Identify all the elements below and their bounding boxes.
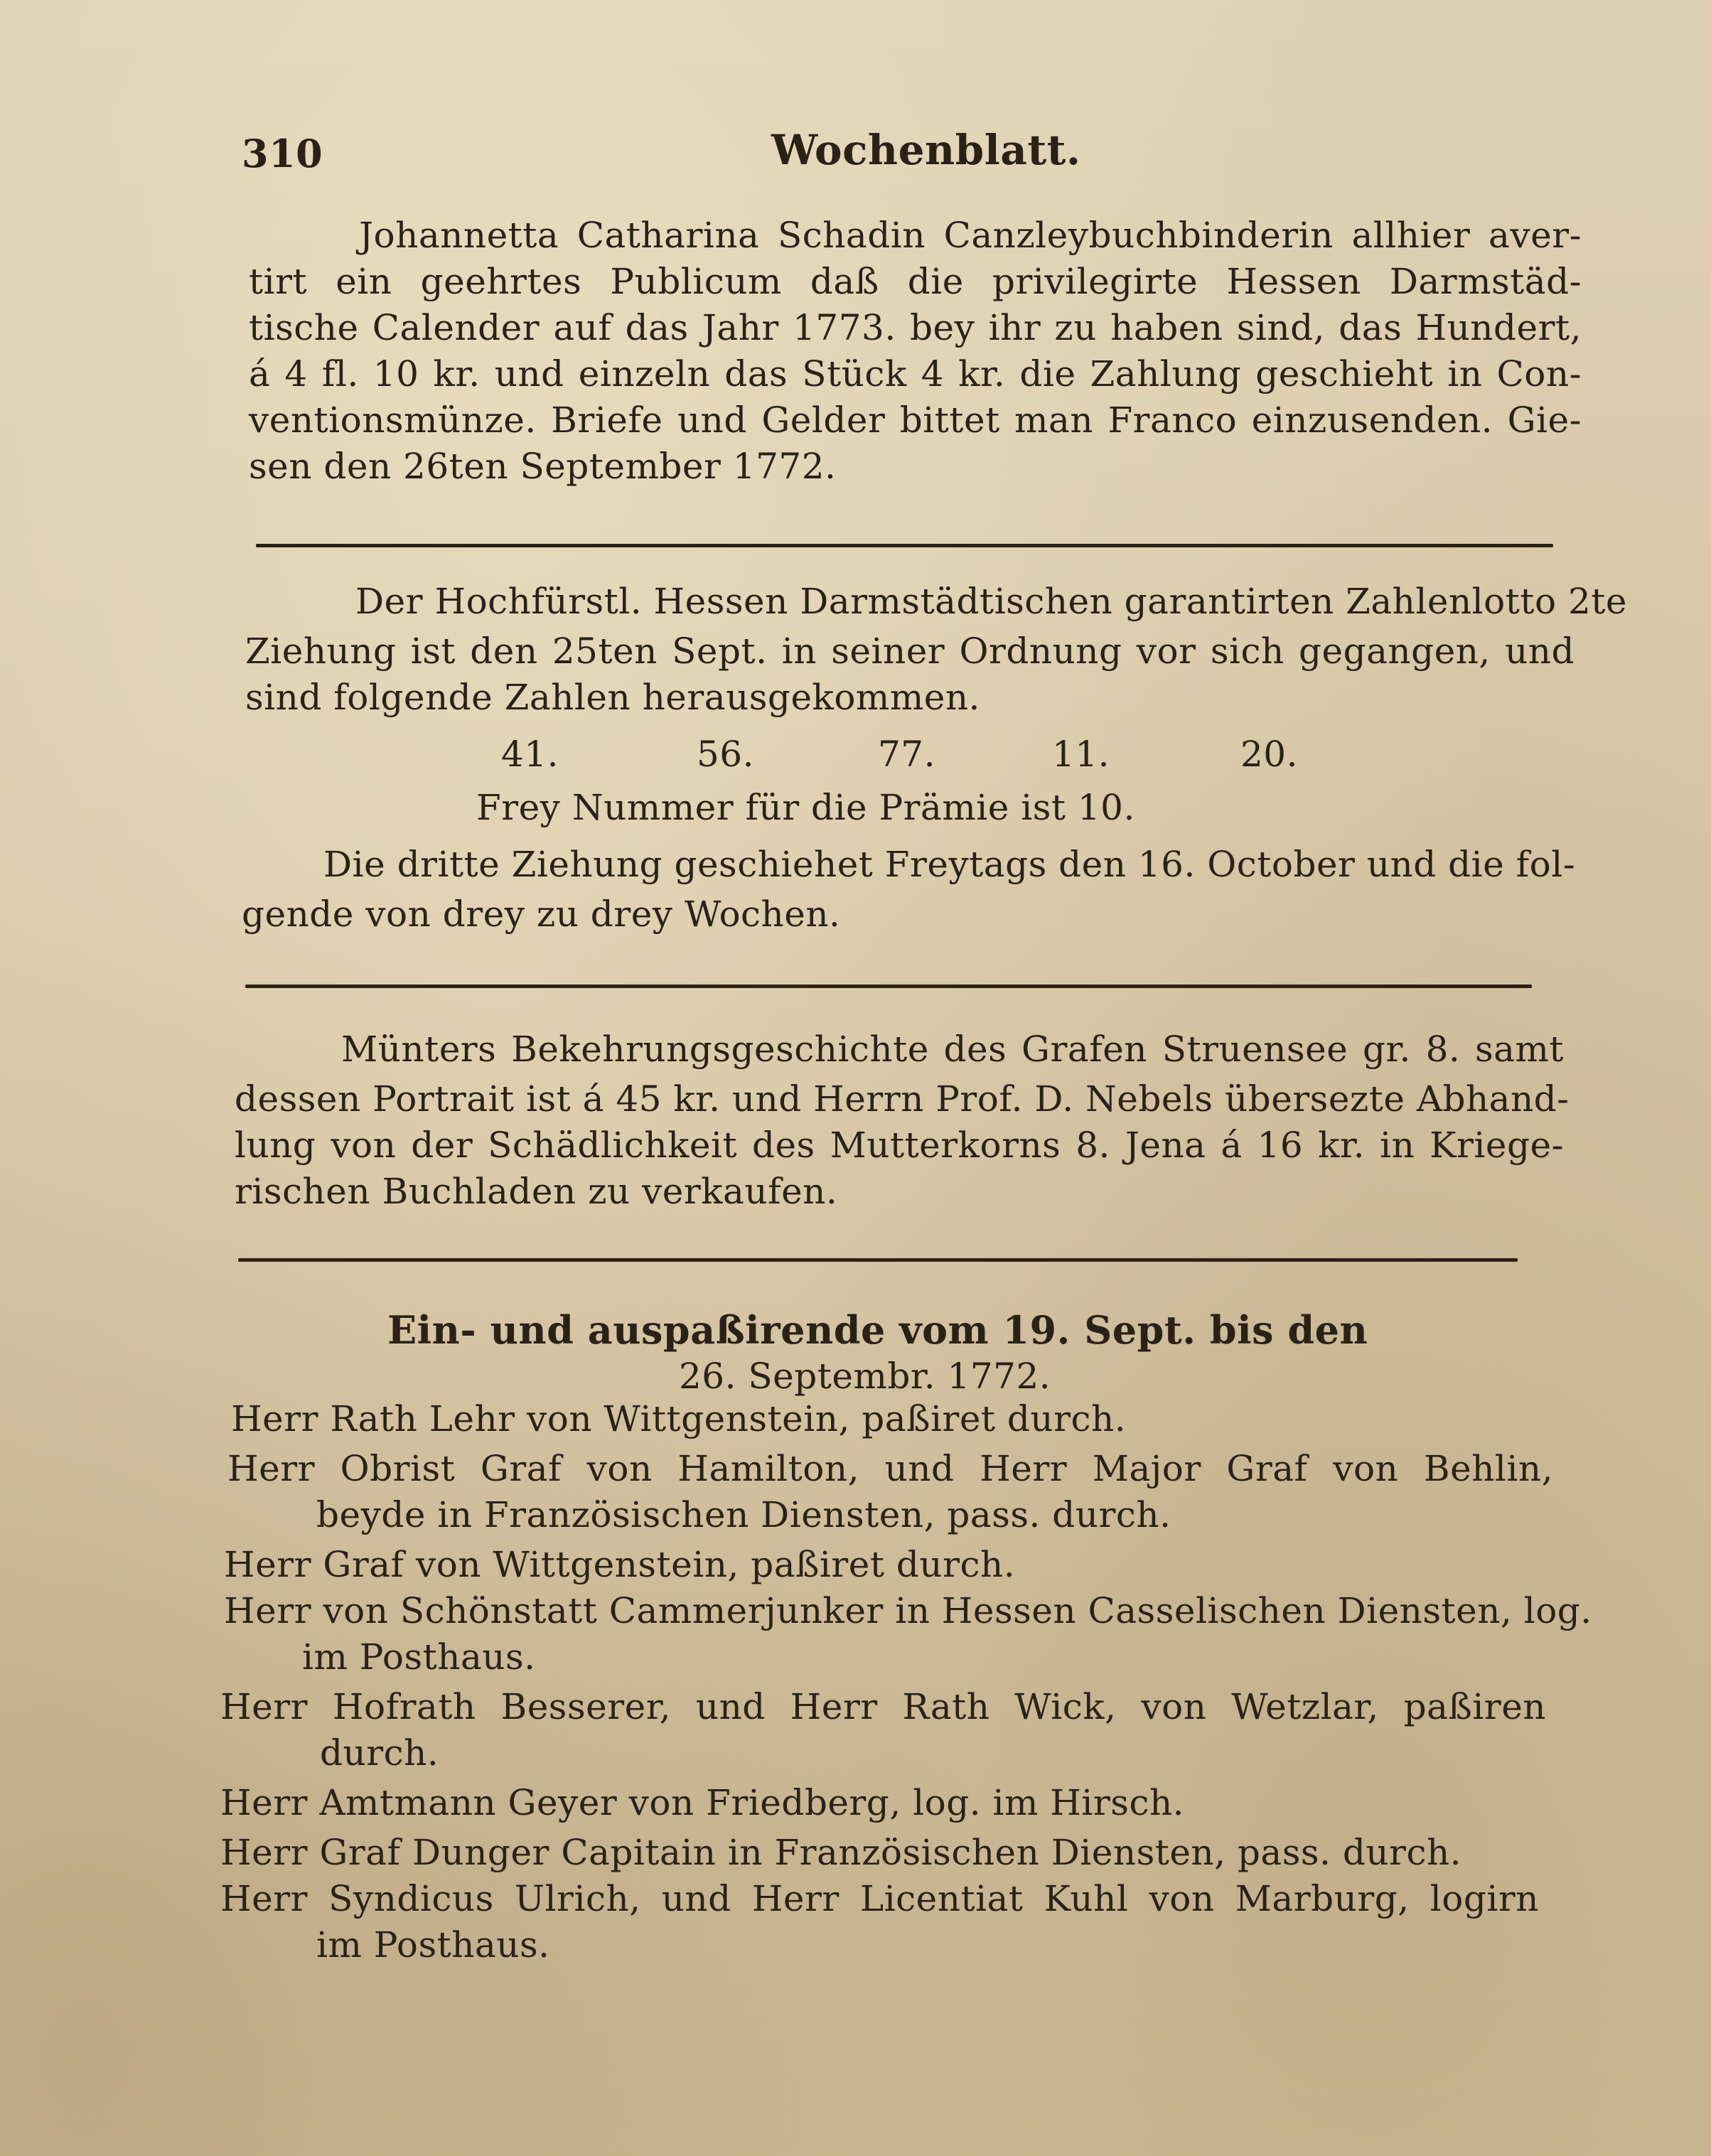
list-item: Herr Rath Lehr von Wittgenstein, paßiret durch. (231, 1398, 1127, 1439)
notice-line: Johannetta Catharina Schadin Canzleybuchbinderin allhier aver- (359, 215, 1582, 256)
list-item: Herr Syndicus Ulrich, und Herr Licentiat Kuhl von Marburg, logirn (220, 1878, 1539, 1919)
list-item: beyde in Französischen Diensten, pass. durch. (316, 1494, 1171, 1535)
list-item: Herr von Schönstatt Cammerjunker in Hessen Casselischen Diensten, log. (224, 1590, 1592, 1631)
notice-line: lung von der Schädlichkeit des Mutterkorns 8. Jena á 16 kr. in Kriege- (235, 1125, 1564, 1166)
list-item: im Posthaus. (302, 1636, 536, 1678)
notice-line: gende von drey zu drey Wochen. (242, 894, 841, 935)
section-divider (245, 985, 1532, 988)
section-divider (238, 1258, 1518, 1262)
lottery-number: 20. (1240, 734, 1299, 775)
notice-line: ventionsmünze. Briefe und Gelder bittet man Franco einzusenden. Gie- (249, 399, 1582, 441)
notice-line: tische Calender auf das Jahr 1773. bey ihr zu haben sind, das Hundert, (249, 307, 1582, 348)
bonus-number-line: Frey Nummer für die Prämie ist 10. (476, 787, 1135, 828)
list-item: durch. (320, 1732, 439, 1774)
list-heading-date: 26. Septembr. 1772. (679, 1356, 1051, 1397)
list-item: Herr Graf von Wittgenstein, paßiret durch. (224, 1544, 1016, 1585)
notice-line: Münters Bekehrungsgeschichte des Grafen Struensee gr. 8. samt (341, 1029, 1564, 1070)
lottery-number: 77. (878, 734, 936, 775)
notice-line: dessen Portrait ist á 45 kr. und Herrn Prof. D. Nebels übersezte Abhand- (235, 1078, 1570, 1120)
notice-line: rischen Buchladen zu verkaufen. (235, 1171, 838, 1212)
list-item: Herr Amtmann Geyer von Friedberg, log. im Hirsch. (220, 1782, 1185, 1823)
notice-line: á 4 fl. 10 kr. und einzeln das Stück 4 kr. die Zahlung geschieht in Con- (249, 353, 1582, 395)
page-number: 310 (242, 131, 323, 176)
list-item: Herr Hofrath Besserer, und Herr Rath Wick, von Wetzlar, paßiren (220, 1686, 1546, 1727)
list-item: Herr Obrist Graf von Hamilton, und Herr Major Graf von Behlin, (227, 1448, 1553, 1489)
lottery-number: 41. (501, 734, 559, 775)
running-title: Wochenblatt. (771, 126, 1081, 174)
section-divider (256, 544, 1553, 547)
list-heading: Ein- und auspaßirende vom 19. Sept. bis den (387, 1307, 1368, 1353)
notice-line: sind folgende Zahlen herausgekommen. (245, 677, 980, 718)
list-item: im Posthaus. (316, 1924, 550, 1965)
notice-line: Ziehung ist den 25ten Sept. in seiner Ordnung vor sich gegangen, und (245, 631, 1575, 672)
list-item: Herr Graf Dunger Capitain in Französischen Diensten, pass. durch. (220, 1832, 1462, 1873)
lottery-number: 56. (697, 734, 755, 775)
notice-line: Der Hochfürstl. Hessen Darmstädtischen garantirten Zahlenlotto 2te (355, 581, 1627, 622)
notice-line: tirt ein geehrtes Publicum daß die privilegirte Hessen Darmstäd- (249, 261, 1582, 302)
notice-line: Die dritte Ziehung geschiehet Freytags den 16. October und die fol- (323, 844, 1576, 885)
notice-line: sen den 26ten September 1772. (249, 446, 837, 487)
lottery-number: 11. (1052, 734, 1110, 775)
